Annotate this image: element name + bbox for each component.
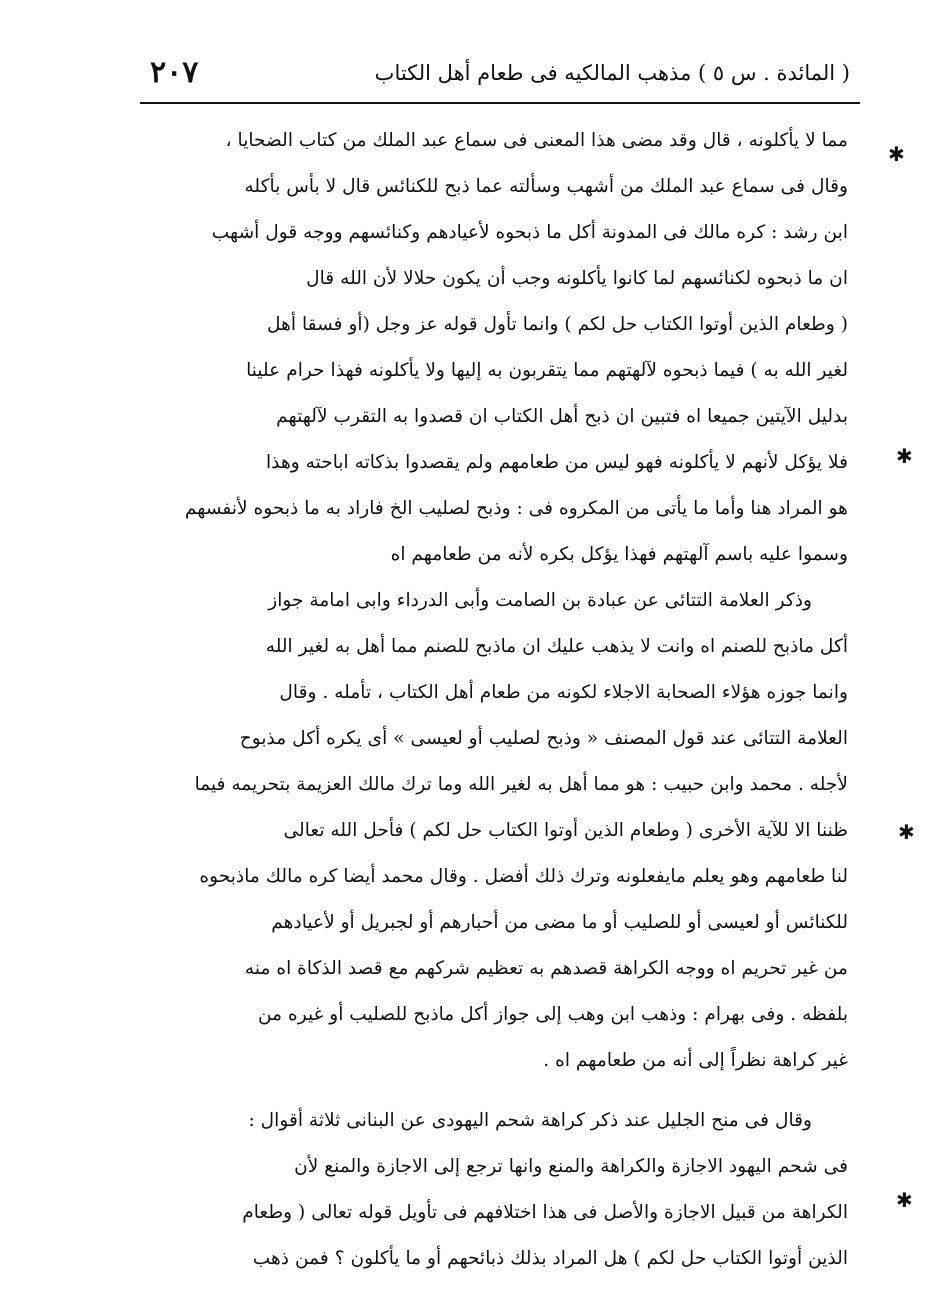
text-line: بدليل الآيتين جميعا اه فتبين ان ذبح أهل الكتاب ان قصدوا به التقرب لآلهتهم <box>276 406 848 427</box>
text-line: وذكر العلامة التتائى عن عبادة بن الصامت وأبى الدرداء وابى امامة جواز <box>268 590 812 611</box>
text-line: لأجله . محمد وابن حبيب : هو مما أهل به لغير الله وما ترك مالك العزيمة بتحريمه فيما <box>194 774 848 795</box>
running-title: ( المائدة . س ٥ ) مذهب المالكيه فى طعام أهل الكتاب <box>374 61 850 85</box>
text-line: العلامة التتائى عند قول المصنف « وذبح لصليب أو لعيسى » أى يكره أكل مذبوح <box>239 728 848 749</box>
margin-marker: ✱ <box>896 1188 913 1212</box>
text-line: فى شحم اليهود الاجازة والكراهة والمنع وانها ترجع إلى الاجازة والمنع لأن <box>294 1156 848 1177</box>
text-line: مما لا يأكلونه ، قال وقد مضى هذا المعنى فى سماع عبد الملك من كتاب الضحايا ، <box>225 130 848 151</box>
text-line: أكل ماذبح للصنم اه وانت لا يذهب عليك ان ماذبح للصنم مما أهل به لغير الله <box>265 636 848 657</box>
margin-marker: ✱ <box>888 142 905 166</box>
page-header <box>110 55 850 105</box>
text-line: الكراهة من قبيل الاجازة والأصل فى هذا اختلافهم فى تأويل قوله تعالى ( وطعام <box>242 1202 848 1223</box>
text-line: ( وطعام الذين أوتوا الكتاب حل لكم ) وانما تأول قوله عز وجل (أو فسقا أهل <box>267 314 848 335</box>
text-line: وانما جوزه هؤلاء الصحابة الاجلاء لكونه من طعام أهل الكتاب ، تأمله . وقال <box>279 682 848 703</box>
page-number: ٢٠٧ <box>150 55 199 90</box>
margin-marker: ✱ <box>898 820 915 844</box>
text-line: فلا يؤكل لأنهم لا يأكلونه فهو ليس من طعامهم ولم يقصدوا بذكاته اباحته وهذا <box>266 452 848 473</box>
header-rule <box>140 102 860 104</box>
text-line: من غير تحريم اه ووجه الكراهة قصدهم به تعظيم شركهم مع قصد الذكاة اه منه <box>244 958 848 979</box>
text-line: وقال فى سماع عبد الملك من أشهب وسألته عما ذبح للكنائس قال لا بأس بأكله <box>244 176 848 197</box>
text-line: ظننا الا للآية الأخرى ( وطعام الذين أوتوا الكتاب حل لكم ) فأحل الله تعالى <box>283 820 848 841</box>
text-line: وسموا عليه باسم آلهتهم فهذا يؤكل بكره لأنه من طعامهم اه <box>390 544 848 565</box>
margin-marker: ✱ <box>896 444 913 468</box>
text-line: الذين أوتوا الكتاب حل لكم ) هل المراد بذلك ذبائحهم أو ما يأكلون ؟ فمن ذهب <box>252 1248 848 1269</box>
text-line: للكنائس أو لعيسى أو للصليب أو ما مضى من أحبارهم أو لجبريل أو لأعيادهم <box>271 912 848 933</box>
text-line: لنا طعامهم وهو يعلم مايفعلونه وترك ذلك أفضل . وقال محمد أيضا كره مالك ماذبحوه <box>199 866 848 887</box>
text-line: ان ما ذبحوه لكنائسهم لما كانوا يأكلونه وجب أن يكون حلالا لأن الله قال <box>306 268 848 289</box>
text-line: بلفظه . وفى بهرام : وذهب ابن وهب إلى جواز أكل ماذبح للصليب أو غيره من <box>257 1004 848 1025</box>
text-line: ابن رشد : كره مالك فى المدونة أكل ما ذبحوه لأعيادهم وكنائسهم ووجه قول أشهب <box>211 222 848 243</box>
text-line: هو المراد هنا وأما ما يأتى من المكروه فى : وذبح لصليب الخ فاراد به ما ذبحوه لأنفسهم <box>184 498 848 519</box>
body-text <box>108 118 848 1282</box>
text-line: غير كراهة نظراً إلى أنه من طعامهم اه . <box>543 1050 848 1071</box>
text-line: وقال فى منح الجليل عند ذكر كراهة شحم اليهودى عن البنانى ثلاثة أقوال : <box>248 1110 812 1131</box>
text-line: لغير الله به ) فيما ذبحوه لآلهتهم مما يتقربون به إليها ولا يأكلونه فهذا حرام علينا <box>246 360 848 381</box>
